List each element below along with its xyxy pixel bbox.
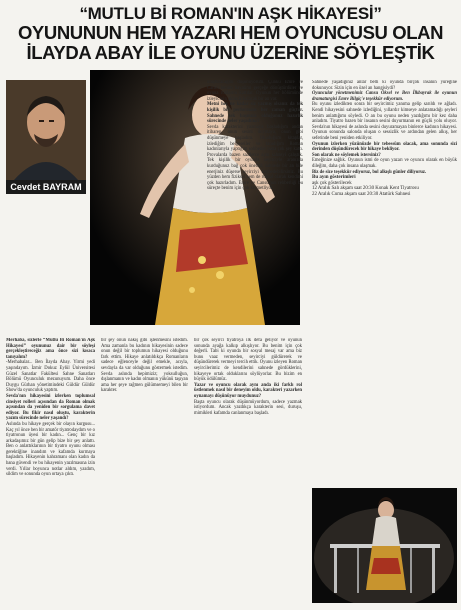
interview-question: Metni her ne kadar siz yazmış olsanız da tek kişilik bir performans her zaman güçtür. Sahnede tek başınıza olduğunuz hazırlık sürecinde neler yaşadınız?	[207, 102, 303, 125]
schedule-line: aşk çok gösterilecek	[312, 180, 352, 186]
article-paragraph: Sahnede yaşadığınız anlar belli ki oyunda birçok insanın yüreğine dokunuyor. Sizin için en özel an hangisiydi?	[312, 80, 457, 91]
article-paragraph: -Merhabalar... Ben İlayda Abay. Yirmi yedi yaşındayım. İzmir Dokuz Eylül Üniversitesi Güzel Sanatlar Fakültesi Sahne Sanatları Bölümü Oyunculuk mezunuyum. Daha önce Duygu Gürhan yönetimindeki Güldür Güldür Show'da oyunculuk yaptım.	[6, 360, 95, 394]
headline-title: “MUTLU Bİ ROMAN'IN AŞK HİKAYESİ”	[79, 4, 382, 23]
interview-question: Son olarak ne söylemek istersiniz?	[312, 152, 381, 158]
article-column-center-left	[101, 338, 188, 606]
article-paragraph: bir çok seyirci tiyatroya ilk defa geliyor ve oyunun sonunda ayağa kalkıp alkışlıyor. Bu benim için çok değerli. Tabi ki oyunda bir sosyal mesaj var ama biz bunu vaaz vermeden, seyirciyi güldürerek ve düşündürerek vermeyi tercih ettik. Oyunu izleyen Roman seyircilerimiz de kendilerini sahnede gördüklerini, hikayeye ortak olduklarını söylüyorlar. Bu bizim en büyük ödülümüz.	[194, 338, 302, 383]
interview-question: Biz de size teşekkür ediyoruz, bol alkışlı günler diliyoruz.	[312, 169, 427, 175]
article-paragraph: Emeğinize sağlık. Oyunun ismi de oyun yazarı ve oyuncu olarak en büyük dileğim, daha çok insana ulaşmak.	[312, 158, 457, 169]
article-paragraph: Bu oyunu izledikten sonra bir seyircimiz yanıma gelip sarıldı ve ağladı. Kendi hikayesini sahnede izlediğini, yıllardır kimseye anlatamadığı şeyleri benim anlattığımı söyledi. O an bu oyunu neden yazdığımı bir kez daha anladım. Tiyatro bazen bir insanın sesini duyurmanın en güçlü yolu oluyor. Sevda'nın hikayesi de aslında sesini duyuramayan binlerce kadının hikayesi. Oyunun sonunda salonda oluşan o sessizlik ve ardından gelen alkış, her seferinde beni yeniden etkiliyor.	[312, 102, 457, 141]
article-column-center-right	[207, 80, 303, 330]
article-paragraph: Sevda karakterini yazmaya başladığım andan itibaren, onun sesini duymaya, onun gibi düşünmeye başladım. Okuduğum kitaplar, izlediğim belgeseller ve tanıdığım Roman kadınlarıyla yaptığım sohbetler bana çok şey kattı. Provalarda bazen saatlerce aynı sahneyi çalıştık. Tek kişilik bir oyunda seyirciyle aranızda kurduğunuz bağ çok önemli; sahnede bir an bile enerjiniz düşerse seyirciyi kaybedebilirsiniz. Bu yüzden hem fiziksel hem de ruhsal olarak kendimi çok hazırladım. Emre ve Cansu'nun rehberliği bu süreçte benim için çok kıymetliydi.	[207, 124, 303, 192]
article-column-right	[312, 80, 457, 484]
article-paragraph: bir şey onun nakış gibi işlenmesini istedim. Ama zamanla bu kadının hikayesinin sadece onun değil bir toplumun hikayesi olduğunu fark ettim. Hikaye anlatıldıkça Romanların sadece eğlenceyle değil emekle, acıyla, sevdayla da var olduğunu göstermek istedim. Sevda aslında hepimiziz; yoksulluğun, dışlanmanın ve kadın olmanın yükünü taşıyan ama her şeye rağmen gülümsemeyi bilen bir karakter.	[101, 338, 188, 394]
headline-subtitle-line2: İLAYDA ABAY İLE OYUNU ÜZERİNE SÖYLEŞTİK	[26, 42, 435, 63]
article-paragraph: Oyuncular yönetmenimiz Cansu Öksel ve Ben İlkbayrak ile oyunun dramaturgisi Emre Bilgiç'e teşekkür ediyorum.	[312, 91, 457, 102]
article-paragraph: Aslında bu hikaye gerçek bir olayın kurgusu... Kaç yıl önce ben bir amatör tiyatrodaydım ve o tiyatronun üyesi bir kadın... Genç bir kız arkadaşımız bir gün gelip bize bir şey anlattı. Ben o anlattıklarının bir tiyatro oyunu olması gerektiğine inandım ve kafamda kurmaya başladım. Hikayenin kahramanı olan kadın da bana güvendi ve bu hikayenin yazılmasına izin verdi. Yıllar boyunca notlar aldım, yazdım, sildim ve sonunda oyun ortaya çıktı.	[6, 421, 95, 478]
article-column-left	[6, 338, 95, 606]
article-paragraph: Başta oyuncu olarak düşünmüyordum, sadece yazmak istiyordum. Ancak yazdıkça karakterin sesi, duruşu, mimikleri kafamda canlanmaya başladı.	[194, 399, 302, 416]
headline-subtitle-line1: OYUNUNUN HEM YAZARI HEM OYUNCUSU OLAN	[17, 22, 444, 43]
author-portrait	[6, 80, 86, 180]
portrait-caption: Cevdet BAYRAM	[6, 180, 86, 194]
schedule-line: 22 Aralık Cuma akşam saat 20:30 Atatürk Sahnesi	[312, 191, 411, 197]
interview-question: Sevda'nın hikayesini izlerken toplumsal cinsiyet rolleri açısından da Roman olmak açısından da yeniden bir sorgulama davet ediyor. Bu fikir nasıl oluştu, karakterin yazım sürecinde neler yaşandı?	[6, 393, 95, 422]
interview-question: Oyunun izlerken yüzünüzde bir tebessüm olacak, ama sonunda sizi derinden düşündürecek bir hikaye bekliyor.	[312, 141, 457, 153]
schedule-line: 12 Aralık Salı akşam saat 20:30 Konak Kent Tiyatrosu	[312, 186, 419, 192]
interview-question: Yazar ve oyuncu olarak aynı anda iki farklı rol üstlenmek nasıl bir deneyim oldu, karakteri yazarken oynamayı düşünüyor muydunuz?	[194, 382, 302, 399]
article-paragraph: oluşturacağını düşünüyorum. Çünkü Emre ve Cansu benim hayalimi gerçeğe dönüştürdüler ve oyuna ruhlarını kattılar. Oyunun her bölümünde izleyicinin aklında kalacak bir an var.	[207, 80, 303, 102]
schedule-heading: Bu ayın gösterimleri	[312, 175, 356, 181]
stage-photo-secondary	[312, 488, 457, 603]
headline	[4, 4, 457, 63]
interview-question: Merhaba, sizlerle “Mutlu Bi Roman'ın Aşk Hikayesi” oyununuz dair bir söyleşi gerçekleştireceğiz ama önce sizi kısaca tanıyalım?	[6, 338, 95, 360]
article-column-center	[194, 338, 302, 606]
